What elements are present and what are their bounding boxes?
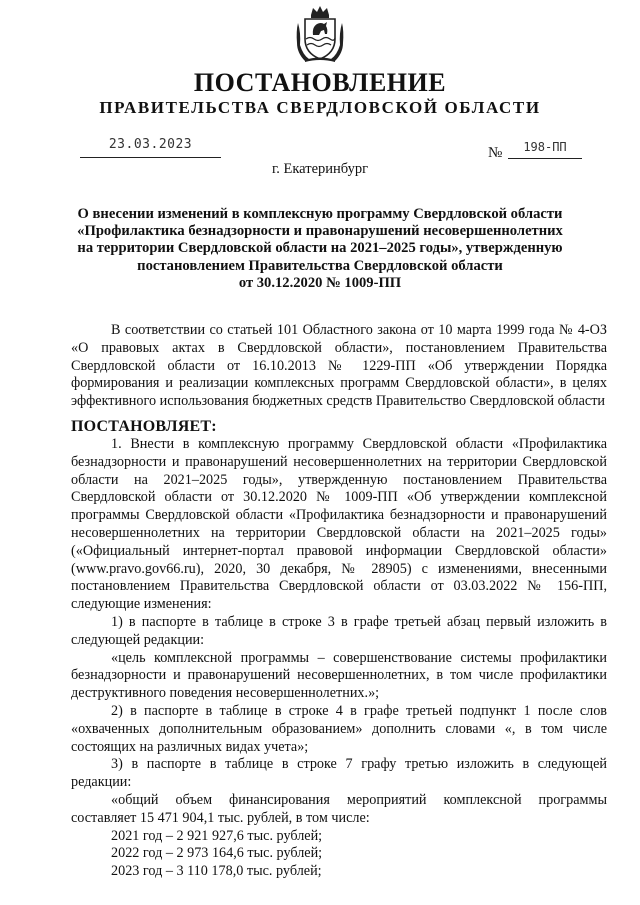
paragraph: 3) в паспорте в таблице в строке 7 графу третью изложить в следующей редакции: — [71, 756, 607, 791]
heading-line: на территории Свердловской области на 2021–2025 годы», утвержденную — [77, 240, 563, 257]
coat-of-arms-icon — [295, 5, 345, 63]
paragraph: 2023 год – 3 110 178,0 тыс. рублей; — [111, 863, 322, 880]
document-number: 198-ПП — [508, 140, 582, 159]
paragraph: 2021 год – 2 921 927,6 тыс. рублей; — [111, 827, 323, 844]
decree-word: ПОСТАНОВЛЯЕТ: — [71, 418, 217, 435]
paragraph: «цель комплексной программы – совершенствование системы профилактики безнадзорности и правонарушений несовершеннолетних, в том числе профилактики деструктивного поведения несовершеннолетних.»; — [71, 649, 607, 702]
paragraph: 2022 год – 2 973 164,6 тыс. рублей; — [111, 845, 323, 862]
heading-line: от 30.12.2020 № 1009-ПП — [238, 274, 402, 291]
paragraph: «общий объем финансирования мероприятий комплексной программы составляет 15 471 904,1 тыс. рублей, в том числе: — [71, 791, 607, 826]
preamble — [71, 322, 607, 411]
heading-line: О внесении изменений в комплексную программу Свердловской области — [77, 206, 563, 222]
number-sign: № — [488, 145, 503, 161]
paragraph: 1. Внести в комплексную программу Свердловской области «Профилактика безнадзорности и правонарушений несовершеннолетних на территории Свердловской области на 2021–2025 годы», утвержденную постановлением Правительства Свердловской области от 30.12.2020 № 1009-ПП «Об утверждении комплексной программы Свердловской области «Профилактика безнадзорности и правонарушений несовершеннолетних на территории Свердловской области на 2021–2025 годы» («Официальный интернет-портал правовой информации Свердловской области» (www.pravo.gov66.ru), 2020, 30 декабря, № 28905) с изменениями, внесенными постановлением Правительства Свердловской области от 03.03.2022 № 156-ПП, следующие изменения: — [71, 436, 607, 613]
heading-line: постановлением Правительства Свердловской области — [137, 257, 503, 274]
document-heading — [70, 206, 570, 292]
document-subtitle: ПРАВИТЕЛЬСТВА СВЕРДЛОВСКОЙ ОБЛАСТИ — [99, 98, 541, 117]
document-title: ПОСТАНОВЛЕНИЕ — [193, 68, 447, 97]
heading-line: «Профилактика безнадзорности и правонарушений несовершеннолетних — [77, 223, 563, 240]
document-date: 23.03.2023 — [80, 137, 221, 158]
paragraph: 2) в паспорте в таблице в строке 4 в графе третьей подпункт 1 после слов «охваченных дополнительным образованием» дополнить словами «, в том числе состоящих на различных видах учета»; — [71, 702, 607, 755]
paragraph: 1) в паспорте в таблице в строке 3 в графе третьей абзац первый изложить в следующей редакции: — [71, 613, 607, 648]
decree-body — [71, 436, 607, 881]
city-name: г. Екатеринбург — [271, 161, 369, 177]
preamble-paragraph: В соответствии со статьей 101 Областного закона от 10 марта 1999 года № 4-ОЗ «О правовых актах в Свердловской области», постановлением Правительства Свердловской области от 16.10.2013 № 1229-ПП «Об утверждении Порядка формирования и реализации комплексных программ Свердловской области», в целях эффективного использования бюджетных средств Правительство Свердловской области — [71, 322, 607, 410]
